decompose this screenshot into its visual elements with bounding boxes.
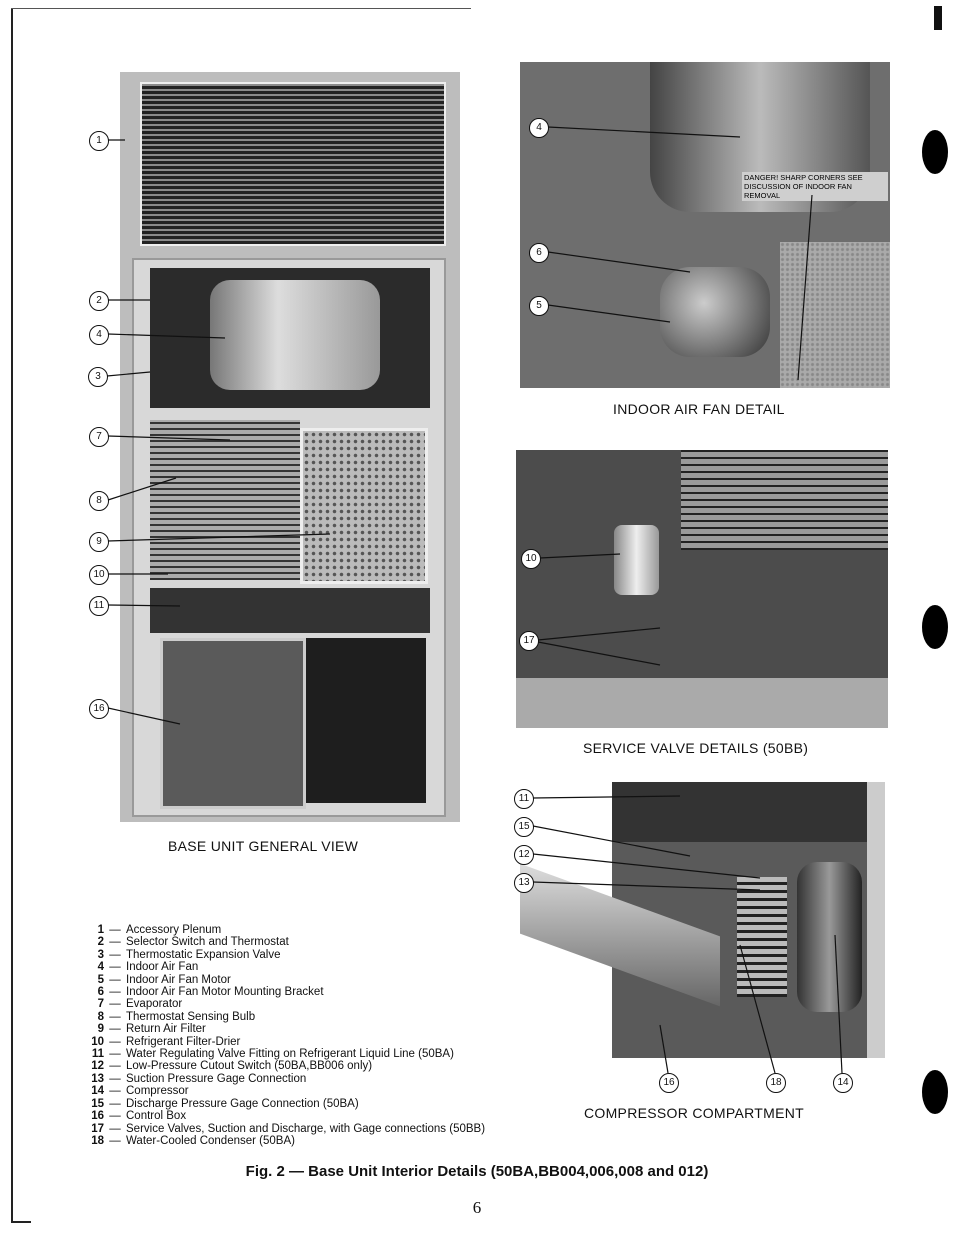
legend-row: 17 — Service Valves, Suction and Discharge, with Gage connections (50BB)	[91, 1122, 486, 1135]
callout-base-3: 3	[88, 367, 108, 387]
legend-row: 13 — Suction Pressure Gage Connection	[91, 1072, 307, 1085]
callout-comp-14: 14	[833, 1073, 853, 1093]
callout-comp-16: 16	[659, 1073, 679, 1093]
callout-fan-6: 6	[529, 243, 549, 263]
callout-valve-10: 10	[521, 549, 541, 569]
legend-row: 6 — Indoor Air Fan Motor Mounting Bracket	[97, 986, 324, 999]
legend-row: 2 — Selector Switch and Thermostat	[97, 936, 289, 949]
legend-row: 16 — Control Box	[91, 1110, 187, 1123]
callout-fan-5: 5	[529, 296, 549, 316]
legend-row: 12 — Low-Pressure Cutout Switch (50BA,BB006 only)	[91, 1060, 373, 1073]
callout-base-4: 4	[89, 325, 109, 345]
callout-base-11: 11	[89, 596, 109, 616]
legend-row: 3 — Thermostatic Expansion Valve	[97, 948, 281, 961]
legend-row: 11 — Water Regulating Valve Fitting on Refrigerant Liquid Line (50BA)	[91, 1048, 454, 1061]
legend-row: 15 — Discharge Pressure Gage Connection (50BA)	[91, 1097, 359, 1110]
callout-comp-13: 13	[514, 873, 534, 893]
parts-legend	[86, 924, 485, 1147]
legend-row: 18 — Water-Cooled Condenser (50BA)	[91, 1134, 295, 1147]
warning-label: DANGER! SHARP CORNERS SEE DISCUSSION OF INDOOR FAN REMOVAL	[742, 172, 888, 201]
callout-base-16: 16	[89, 699, 109, 719]
compressor-caption: COMPRESSOR COMPARTMENT	[584, 1105, 804, 1121]
base-unit-caption: BASE UNIT GENERAL VIEW	[168, 838, 359, 854]
indoor-fan-caption: INDOOR AIR FAN DETAIL	[613, 401, 785, 417]
legend-row: 14 — Compressor	[91, 1085, 189, 1098]
legend-row: 10 — Refrigerant Filter-Drier	[91, 1035, 241, 1048]
callout-comp-12: 12	[514, 845, 534, 865]
callout-base-2: 2	[89, 291, 109, 311]
callout-comp-18: 18	[766, 1073, 786, 1093]
page-number: 6	[472, 1198, 482, 1217]
legend-row: 7 — Evaporator	[97, 998, 183, 1011]
legend-row: 4 — Indoor Air Fan	[97, 961, 199, 974]
callout-base-1: 1	[89, 131, 109, 151]
callout-comp-15: 15	[514, 817, 534, 837]
service-valve-caption: SERVICE VALVE DETAILS (50BB)	[583, 740, 809, 756]
callout-base-7: 7	[89, 427, 109, 447]
legend-row: 9 — Return Air Filter	[97, 1023, 206, 1036]
legend-row: 5 — Indoor Air Fan Motor	[97, 973, 231, 986]
callout-comp-11: 11	[514, 789, 534, 809]
legend-row: 1 — Accessory Plenum	[97, 924, 222, 936]
legend-row: 8 — Thermostat Sensing Bulb	[97, 1010, 256, 1023]
figure-caption: Fig. 2 — Base Unit Interior Details (50BA,BB004,006,008 and 012)	[245, 1163, 709, 1180]
callout-base-9: 9	[89, 532, 109, 552]
callout-base-8: 8	[89, 491, 109, 511]
callout-base-10: 10	[89, 565, 109, 585]
callout-valve-17: 17	[519, 631, 539, 651]
callout-fan-4: 4	[529, 118, 549, 138]
